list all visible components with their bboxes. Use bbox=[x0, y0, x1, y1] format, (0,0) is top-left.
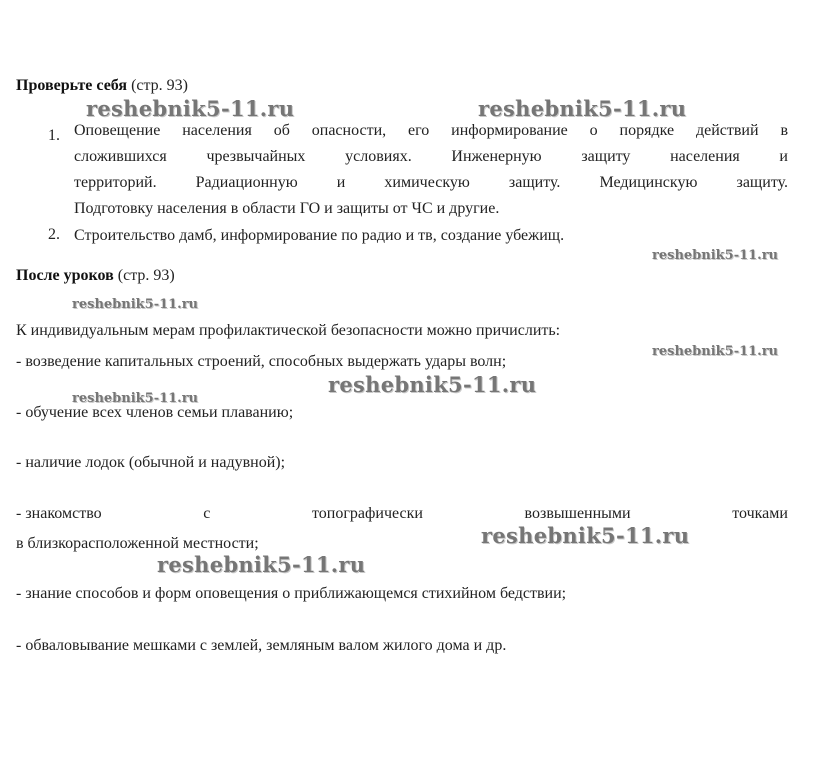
bullet-word: возвышенными bbox=[524, 505, 631, 522]
list-item-line: Подготовку населения в области ГО и защиты от ЧС и другие. bbox=[74, 200, 500, 217]
bullet-item-continuation: в близкорасположенной местности; bbox=[16, 535, 259, 552]
bullet-word: - знакомство bbox=[16, 505, 102, 522]
heading-text: После уроков bbox=[16, 267, 114, 284]
bullet-word: топографически bbox=[312, 505, 423, 522]
list-item-line: сложившихся чрезвычайных условиях. Инженерную защиту населения и bbox=[74, 148, 788, 165]
bullet-word: точками bbox=[732, 505, 788, 522]
watermark: reshebnik5-11.ru bbox=[481, 523, 690, 548]
bullet-item: - возведение капитальных строений, способных выдержать удары волн; bbox=[16, 353, 507, 370]
bullet-word: с bbox=[203, 505, 211, 522]
watermark: reshebnik5-11.ru bbox=[328, 372, 537, 397]
list-number: 1. bbox=[48, 127, 60, 144]
bullet-item bbox=[16, 504, 788, 524]
watermark: reshebnik5-11.ru bbox=[72, 391, 199, 406]
bullet-item: - знание способов и форм оповещения о приближающемся стихийном бедствии; bbox=[16, 585, 567, 602]
watermark: reshebnik5-11.ru bbox=[72, 297, 199, 312]
list-item-line: территорий. Радиационную и химическую защиту. Медицинскую защиту. bbox=[74, 174, 788, 191]
watermark: reshebnik5-11.ru bbox=[652, 344, 779, 359]
section-heading-after-lessons bbox=[16, 266, 175, 286]
page-reference: (стр. 93) bbox=[113, 267, 175, 284]
heading-text: Проверьте себя bbox=[16, 77, 128, 94]
bullet-item: - обваловывание мешками с землей, земляным валом жилого дома и др. bbox=[16, 637, 507, 654]
bullet-item: - наличие лодок (обычной и надувной); bbox=[16, 454, 286, 471]
page-reference: (стр. 93) bbox=[127, 77, 189, 94]
list-item-line: Оповещение населения об опасности, его информирование о порядке действий в bbox=[74, 122, 788, 139]
list-item: Строительство дамб, информирование по радио и тв, создание убежищ. bbox=[74, 227, 565, 244]
watermark: reshebnik5-11.ru bbox=[157, 552, 366, 577]
intro-text: К индивидуальным мерам профилактической безопасности можно причислить: bbox=[16, 322, 561, 339]
watermark: reshebnik5-11.ru bbox=[86, 96, 295, 121]
section-heading-check-yourself bbox=[16, 76, 188, 96]
list-item bbox=[74, 118, 788, 222]
watermark: reshebnik5-11.ru bbox=[478, 96, 687, 121]
bullet-item: - обучение всех членов семьи плаванию; bbox=[16, 404, 294, 421]
watermark: reshebnik5-11.ru bbox=[652, 248, 779, 263]
list-number: 2. bbox=[48, 226, 60, 243]
